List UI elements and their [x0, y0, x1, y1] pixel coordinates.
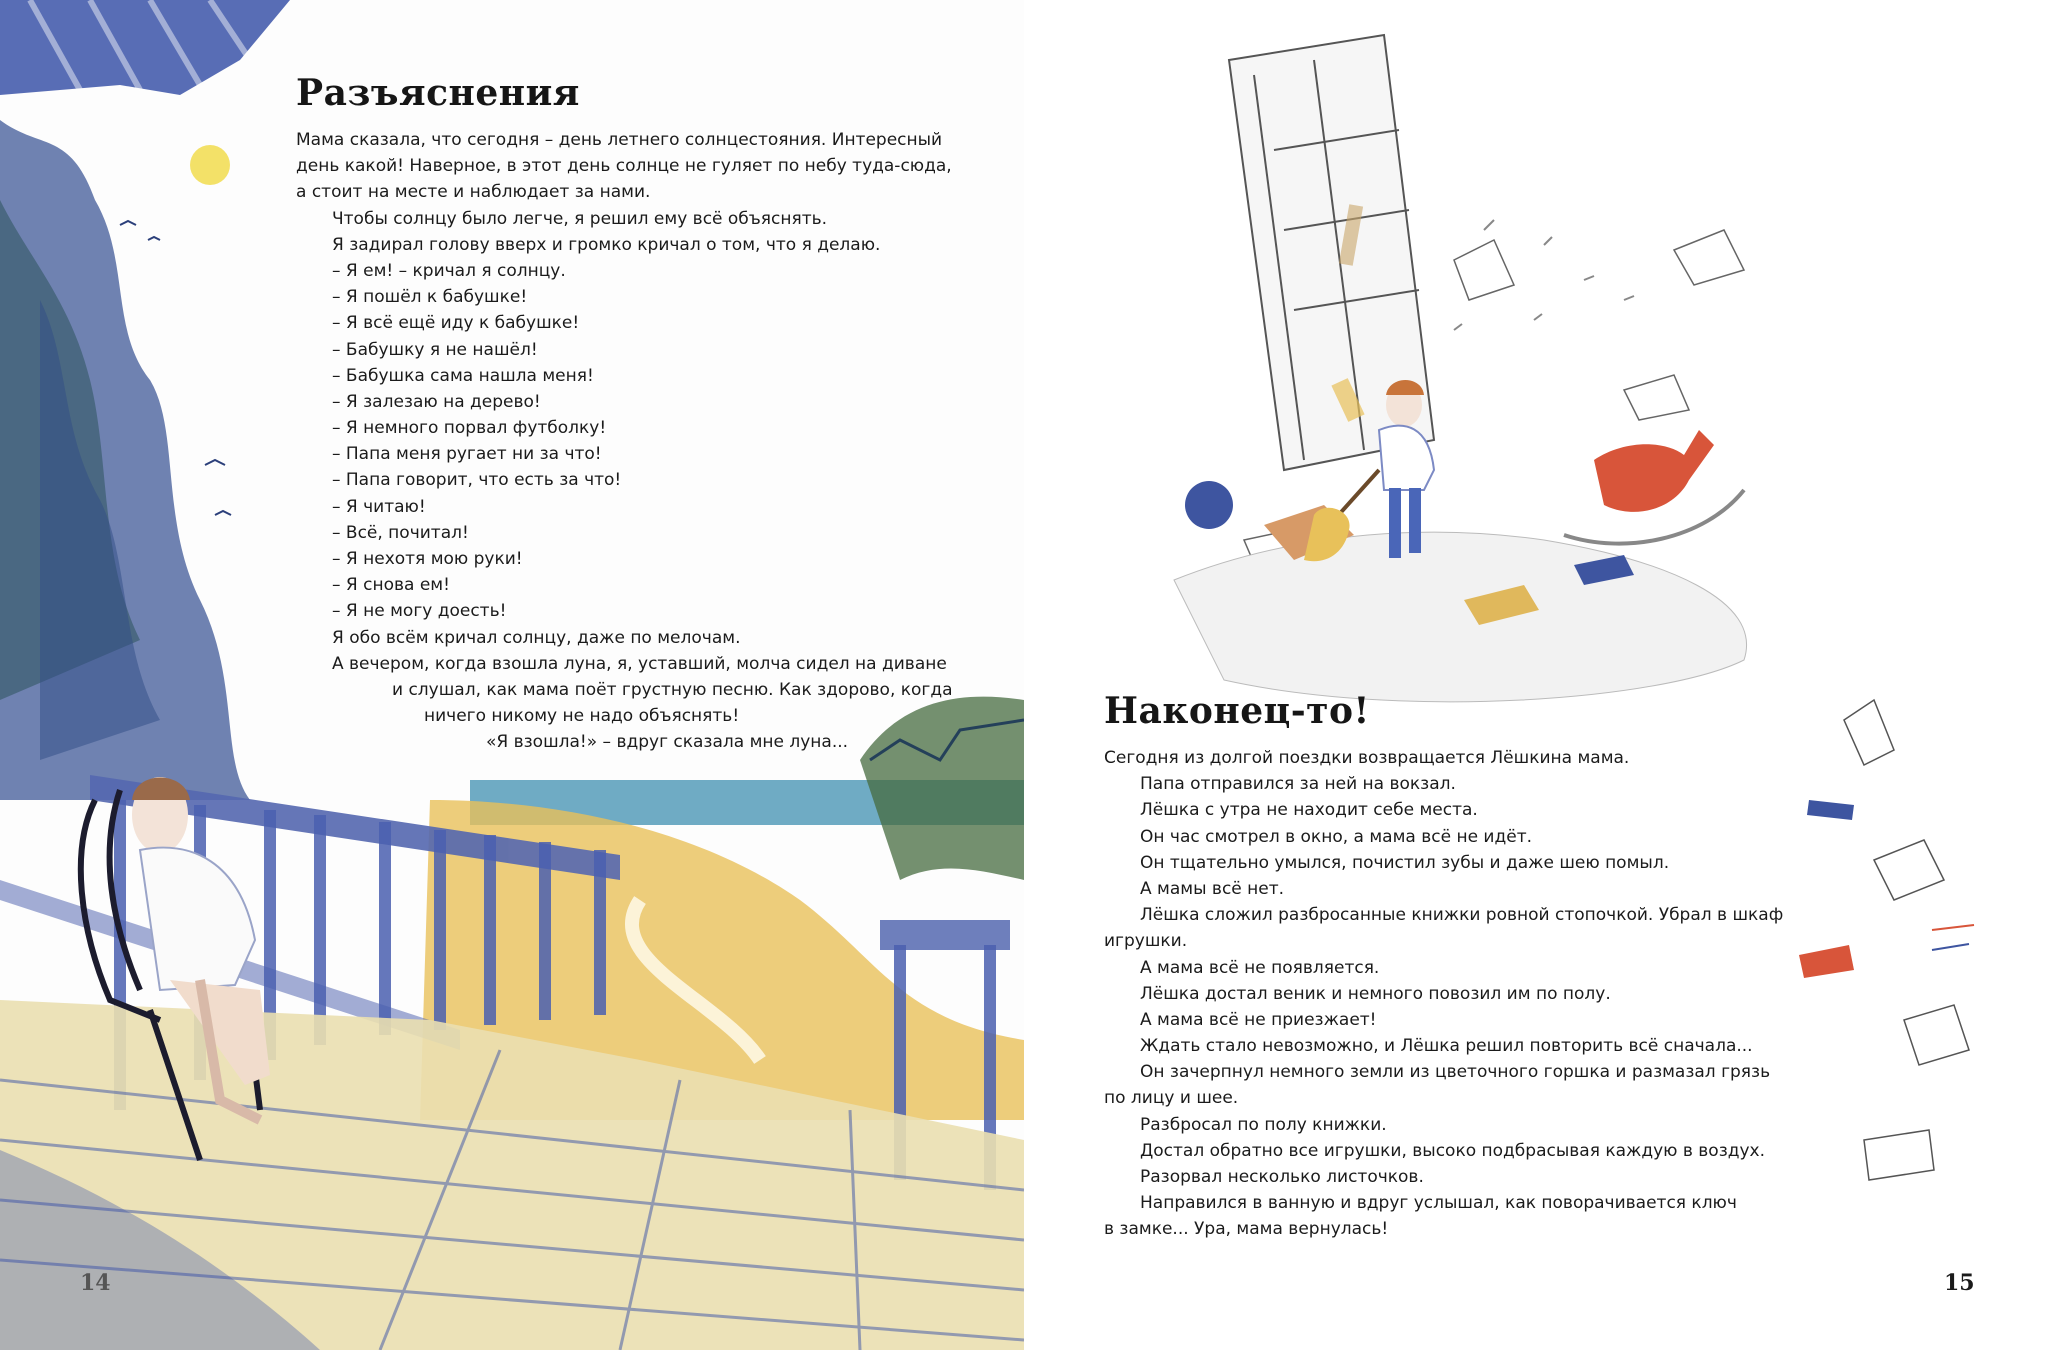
page-number: 15	[1944, 1270, 1975, 1296]
page-title: Наконец-то!	[1104, 690, 1370, 732]
text-line: игрушки.	[1104, 931, 1188, 952]
text-line: Он зачерпнул немного земли из цветочного горшка и размазал грязь	[1140, 1062, 1771, 1083]
text-line: А мама всё не появляется.	[1140, 957, 1380, 978]
text-line: Достал обратно все игрушки, высоко подбрасывая каждую в воздух.	[1140, 1140, 1766, 1161]
page-number: 14	[80, 1270, 111, 1296]
text-line: – Бабушка сама нашла меня!	[332, 365, 594, 386]
right-page	[1024, 0, 2048, 1350]
text-line: – Я не могу доесть!	[332, 601, 507, 622]
text-line: «Я взошла!» – вдруг сказала мне луна...	[486, 732, 849, 753]
text-line: – Всё, почитал!	[332, 522, 469, 543]
text-line: Лёшка с утра не находит себе места.	[1140, 800, 1478, 821]
text-line: Лёшка сложил разбросанные книжки ровной стопочкой. Убрал в шкаф	[1140, 905, 1784, 926]
text-line: Разорвал несколько листочков.	[1140, 1167, 1424, 1187]
text-line: и слушал, как мама поёт грустную песню. Как здорово, когда	[392, 679, 953, 700]
text-line: – Я всё ещё иду к бабушке!	[332, 313, 580, 334]
text-line: день какой! Наверное, в этот день солнце не гуляет по небу туда-сюда,	[296, 156, 952, 177]
text-line: – Я нехотя мою руки!	[332, 549, 523, 569]
text-line: Он тщательно умылся, почистил зубы и даже шею помыл.	[1140, 852, 1670, 873]
text-line: Разбросал по полу книжки.	[1140, 1114, 1387, 1135]
text-line: А вечером, когда взошла луна, я, уставший, молча сидел на диване	[332, 653, 947, 674]
text-line: – Папа говорит, что есть за что!	[332, 470, 622, 491]
text-line: Мама сказала, что сегодня – день летнего солнцестояния. Интересный	[296, 130, 943, 150]
text-line: – Я пошёл к бабушке!	[332, 287, 528, 308]
text-line: А мама всё не приезжает!	[1140, 1009, 1377, 1030]
text-line: а стоит на месте и наблюдает за нами.	[296, 182, 651, 203]
text-line: Я задирал голову вверх и громко кричал о том, что я делаю.	[332, 234, 881, 255]
text-line: – Папа меня ругает ни за что!	[332, 444, 602, 465]
text-line: Направился в ванную и вдруг услышал, как поворачивается ключ	[1140, 1193, 1737, 1214]
text-line: Лёшка достал веник и немного повозил им по полу.	[1140, 983, 1611, 1004]
text-line: А мамы всё нет.	[1140, 878, 1285, 899]
text-line: Папа отправился за ней на вокзал.	[1140, 774, 1456, 795]
text-line: – Я снова ем!	[332, 575, 450, 596]
page-title: Разъяснения	[296, 72, 580, 114]
text-line: Ждать стало невозможно, и Лёшка решил повторить всё сначала...	[1140, 1036, 1753, 1057]
story-text	[296, 127, 956, 756]
text-line: – Я ем! – кричал я солнцу.	[332, 260, 566, 281]
text-line: по лицу и шее.	[1104, 1088, 1239, 1109]
story-text	[1104, 745, 1834, 1243]
text-line: ничего никому не надо объяснять!	[424, 706, 740, 727]
text-line: – Бабушку я не нашёл!	[332, 339, 538, 360]
text-line: – Я залезаю на дерево!	[332, 391, 541, 412]
text-line: Он час смотрел в окно, а мама всё не идёт.	[1140, 826, 1533, 847]
text-line: Сегодня из долгой поездки возвращается Лёшкина мама.	[1104, 748, 1630, 768]
text-line: – Я читаю!	[332, 496, 426, 517]
text-line: Я обо всём кричал солнцу, даже по мелочам.	[332, 627, 741, 648]
text-line: – Я немного порвал футболку!	[332, 418, 607, 439]
text-line: в замке... Ура, мама вернулась!	[1104, 1219, 1389, 1240]
text-line: Чтобы солнцу было легче, я решил ему всё объяснять.	[332, 208, 828, 229]
